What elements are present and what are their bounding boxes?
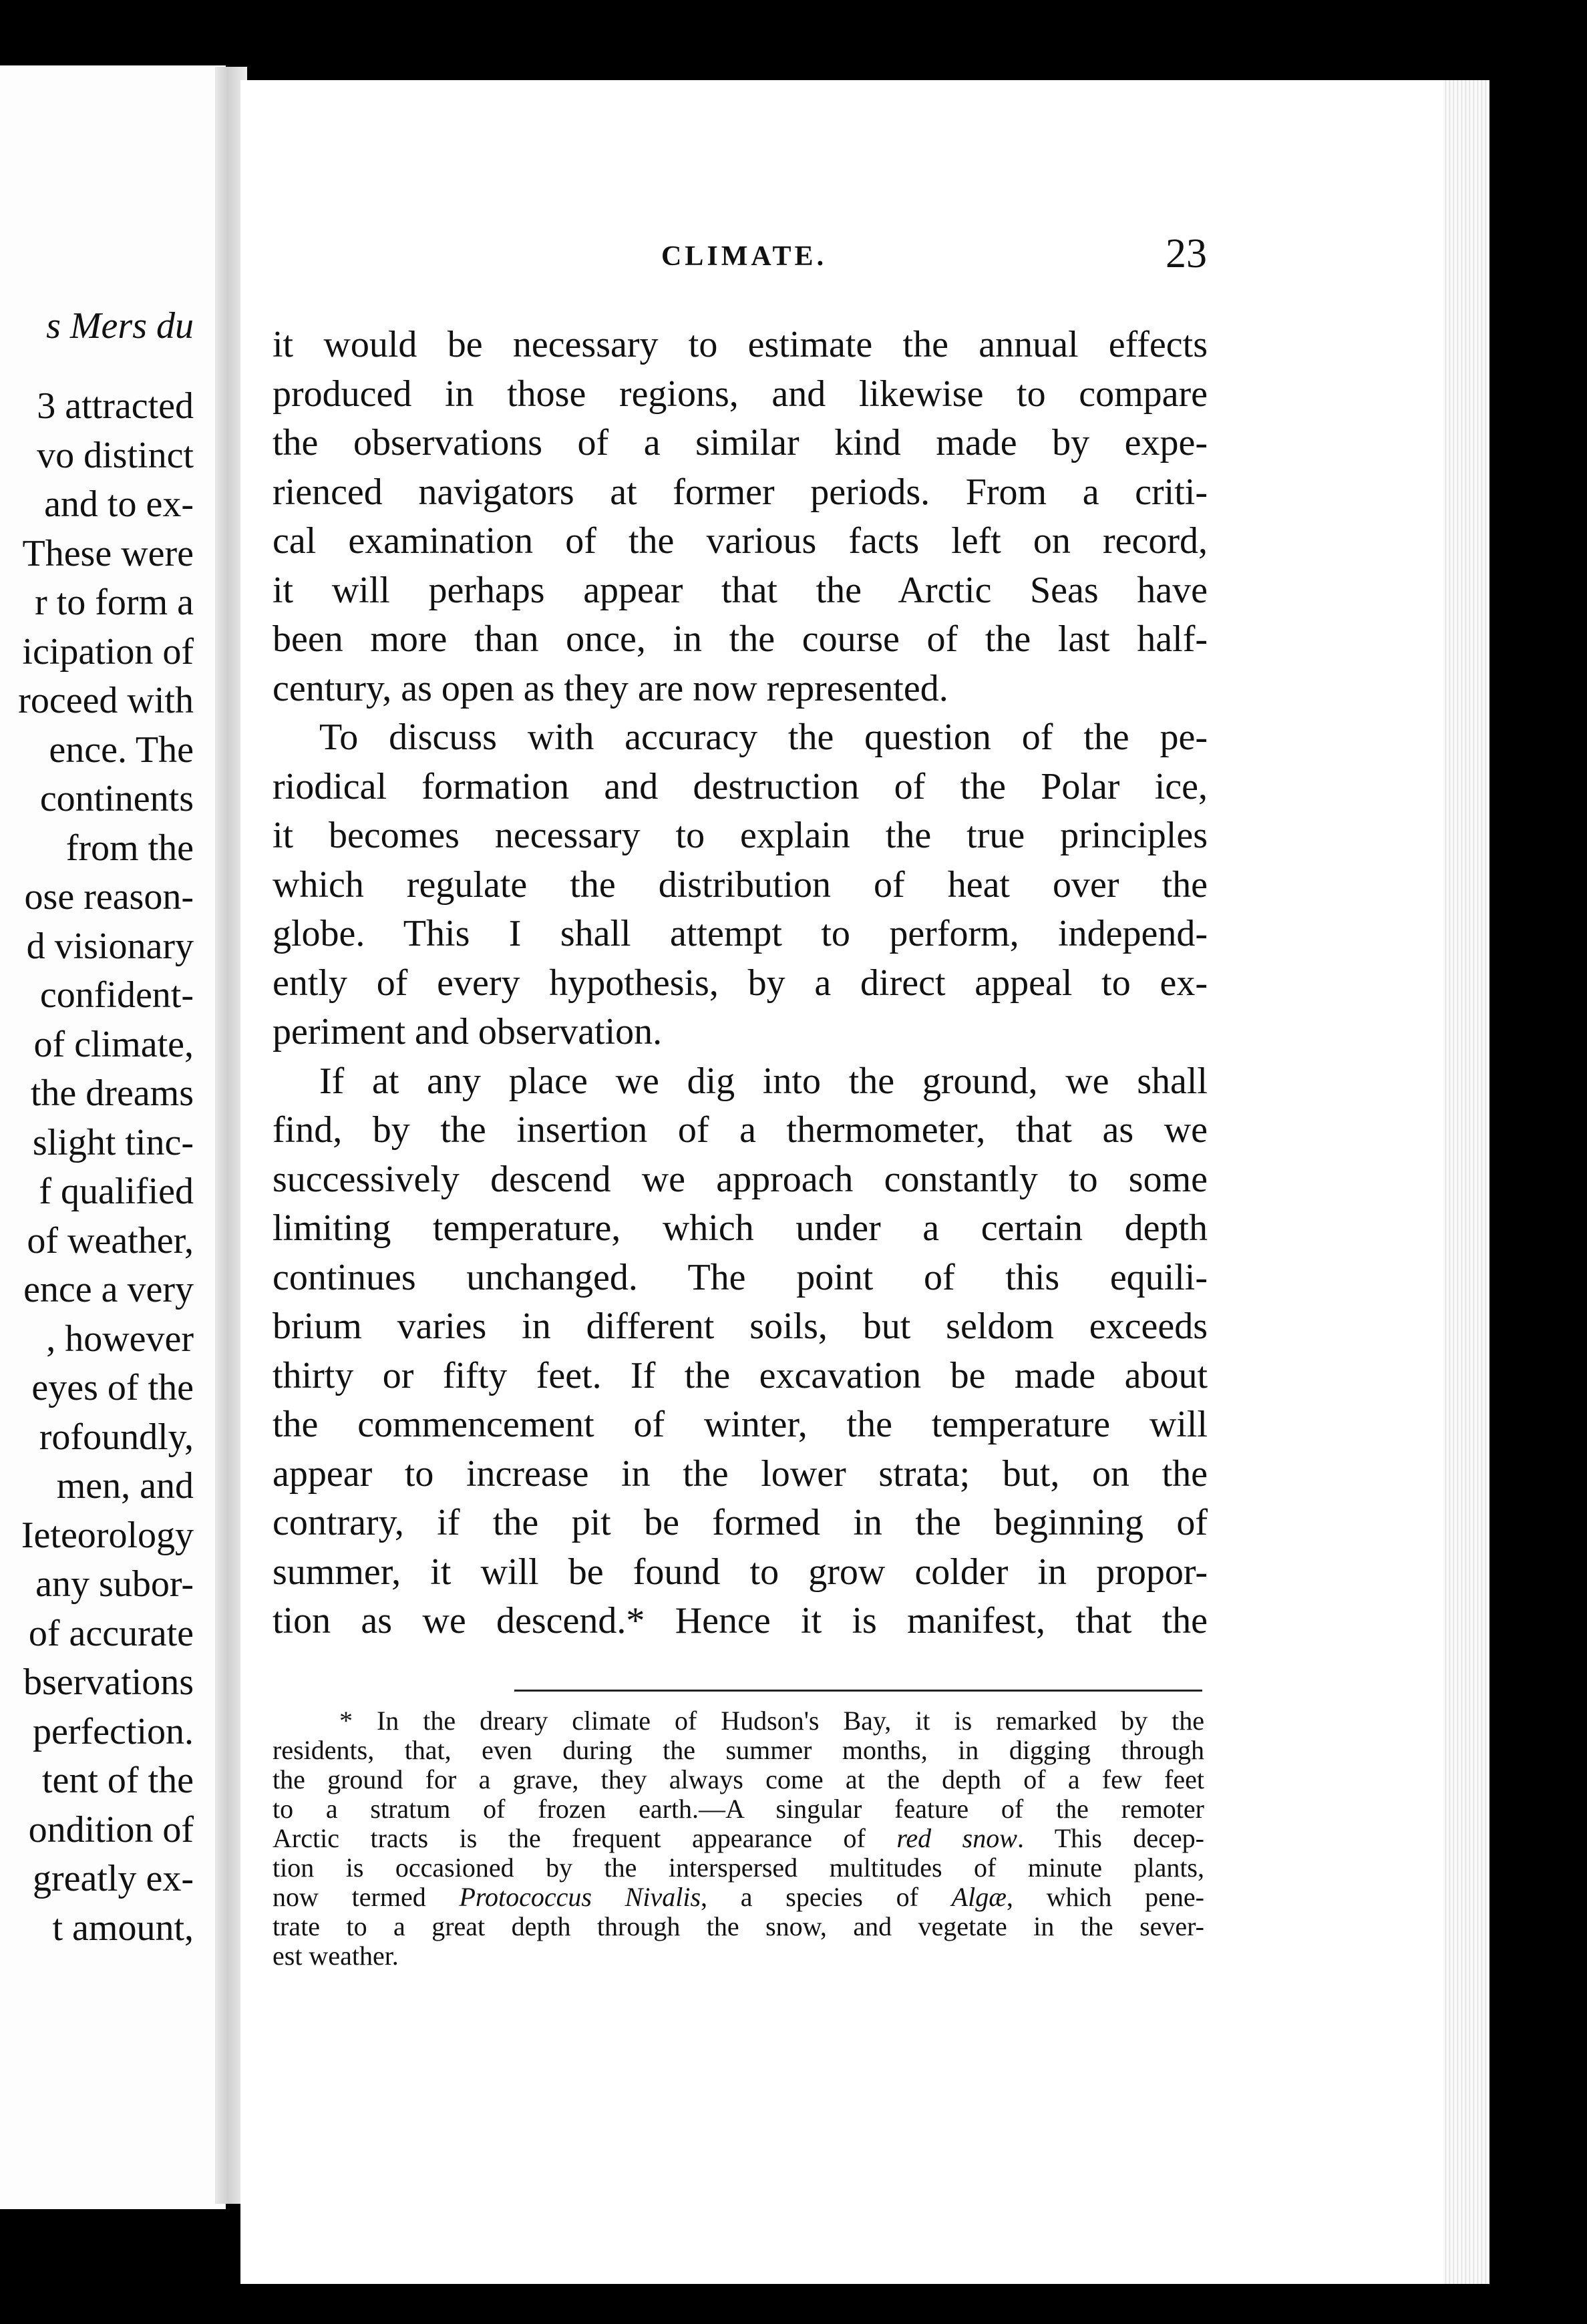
left-page-line: continents xyxy=(39,778,194,819)
left-page-fragment xyxy=(0,65,226,2209)
text-line: it would be necessary to estimate the annual effects xyxy=(273,324,1208,365)
left-page-line: tent of the xyxy=(41,1760,194,1801)
footnote-line: to a stratum of frozen earth.—A singular feature of the remoter xyxy=(273,1794,1204,1824)
left-page-line: any subor- xyxy=(35,1563,194,1605)
left-page-line: These were xyxy=(22,532,194,574)
left-page-line: ence a very xyxy=(23,1269,194,1310)
left-page-line: of climate, xyxy=(33,1023,194,1065)
left-page-line: slight tinc- xyxy=(32,1121,194,1163)
left-page-line: d visionary xyxy=(26,925,194,967)
text-line: find, by the insertion of a thermometer, that as we xyxy=(273,1109,1208,1151)
text-line: been more than once, in the course of the last half- xyxy=(273,618,1208,660)
left-page-line: eyes of the xyxy=(31,1367,194,1408)
page-number: 23 xyxy=(1166,231,1207,276)
text-line: brium varies in different soils, but seldom exceeds xyxy=(273,1306,1208,1347)
text-line: contrary, if the pit be formed in the beginning of xyxy=(273,1502,1208,1543)
footnote-rule xyxy=(514,1690,1202,1692)
left-page-line: f qualified xyxy=(39,1171,194,1212)
left-page-line: roceed with xyxy=(18,680,194,721)
footnote xyxy=(273,1706,1204,1971)
text-line: rienced navigators at former periods. From a criti- xyxy=(273,471,1208,513)
text-line: it will perhaps appear that the Arctic Seas have xyxy=(273,569,1208,611)
left-page-line: the dreams xyxy=(30,1073,194,1114)
left-page-line: perfection. xyxy=(33,1710,194,1752)
footnote-line: tion is occasioned by the interspersed multitudes of minute plants, xyxy=(273,1853,1204,1883)
text-line: the observations of a similar kind made by expe- xyxy=(273,422,1208,463)
text-line: summer, it will be found to grow colder in propor- xyxy=(273,1551,1208,1593)
text-line: To discuss with accuracy the question of the pe- xyxy=(319,717,1208,758)
text-line: globe. This I shall attempt to perform, independ- xyxy=(273,913,1208,954)
text-line: successively descend we approach constantly to some xyxy=(273,1158,1208,1200)
text-line: ently of every hypothesis, by a direct appeal to ex- xyxy=(273,962,1208,1004)
left-page-line: r to form a xyxy=(35,582,194,623)
text-line: If at any place we dig into the ground, we shall xyxy=(319,1060,1208,1102)
left-page-line: confident- xyxy=(39,974,194,1016)
footnote-line: residents, that, even during the summer months, in digging through xyxy=(273,1735,1204,1765)
body-text xyxy=(273,321,1208,1646)
left-page-line: rofoundly, xyxy=(39,1416,194,1458)
footnote-line: now termed Protococcus Nivalis, a species of Algæ, which pene- xyxy=(273,1882,1204,1912)
text-line: periment and observation. xyxy=(273,1011,663,1052)
left-page-line: ondition of xyxy=(28,1808,194,1851)
text-line: century, as open as they are now represented. xyxy=(273,667,948,709)
text-line: it becomes necessary to explain the true principles xyxy=(273,815,1208,856)
left-page-line: Ieteorology xyxy=(21,1514,194,1556)
left-page-line: greatly ex- xyxy=(33,1858,194,1899)
left-page-line: men, and xyxy=(56,1465,194,1507)
left-page-line: 3 attracted xyxy=(37,385,194,427)
footnote-line: * In the dreary climate of Hudson's Bay, it is remarked by the xyxy=(339,1706,1204,1736)
left-page-line: bservations xyxy=(23,1662,194,1703)
left-page-line: of weather, xyxy=(27,1219,194,1262)
text-line: produced in those regions, and likewise to compare xyxy=(273,373,1208,415)
left-page-line: from the xyxy=(65,827,194,869)
left-page-line: , however xyxy=(46,1318,194,1360)
left-page-line: icipation of xyxy=(22,630,194,672)
footnote-line: est weather. xyxy=(273,1941,399,1971)
footnote-line: the ground for a grave, they always come at the depth of a few feet xyxy=(273,1764,1204,1794)
footnote-line: Arctic tracts is the frequent appearance of red snow. This decep- xyxy=(273,1823,1204,1853)
text-line: appear to increase in the lower strata; but, on the xyxy=(273,1452,1208,1495)
text-line: thirty or fifty feet. If the excavation be made about xyxy=(273,1354,1208,1396)
text-line: continues unchanged. The point of this equili- xyxy=(273,1256,1208,1298)
left-page-line: of accurate xyxy=(28,1612,194,1654)
text-line: which regulate the distribution of heat over the xyxy=(273,863,1208,906)
text-line: cal examination of the various facts left on record, xyxy=(273,520,1208,562)
left-page-line: vo distinct xyxy=(37,434,194,476)
footnote-line: trate to a great depth through the snow, and vegetate in the sever- xyxy=(273,1911,1204,1941)
page-fore-edge xyxy=(1443,80,1489,2284)
text-line: limiting temperature, which under a certain depth xyxy=(273,1207,1208,1249)
left-page-line: s Mers du xyxy=(46,305,194,347)
text-line: riodical formation and destruction of the Polar ice, xyxy=(273,765,1208,807)
text-line: the commencement of winter, the temperature will xyxy=(273,1404,1208,1445)
left-page-line: t amount, xyxy=(52,1907,194,1949)
left-page-line: ose reason- xyxy=(24,876,194,918)
left-page-line: and to ex- xyxy=(44,483,194,525)
text-line: tion as we descend.* Hence it is manifest, that the xyxy=(273,1600,1208,1641)
left-page-line: ence. The xyxy=(49,729,194,771)
running-head: CLIMATE. xyxy=(661,241,828,272)
